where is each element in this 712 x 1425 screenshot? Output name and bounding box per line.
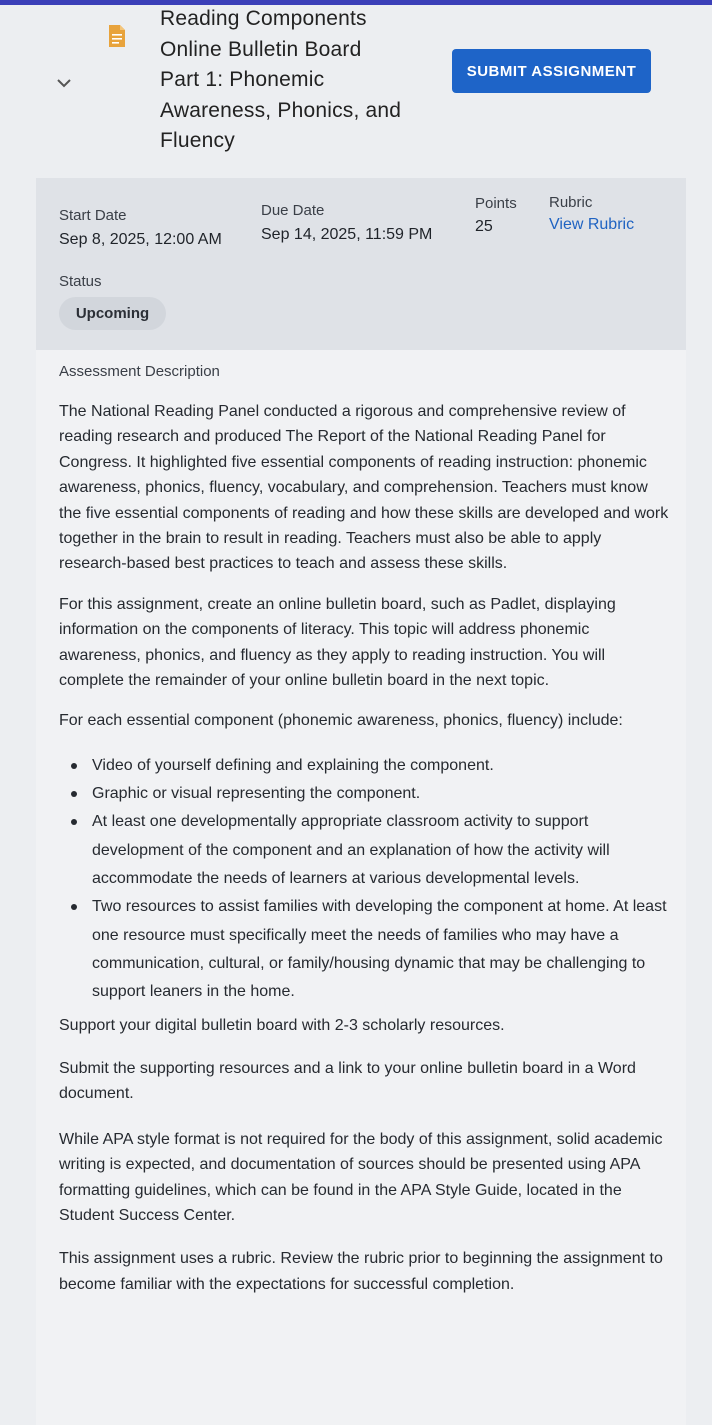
assessment-description <box>59 362 669 1297</box>
title-line: Online Bulletin Board <box>160 37 362 61</box>
submit-assignment-button[interactable]: SUBMIT ASSIGNMENT <box>452 49 651 93</box>
list-item-text: Graphic or visual representing the component. <box>92 785 421 803</box>
assignment-title <box>160 4 440 157</box>
rubric-label: Rubric <box>549 194 593 211</box>
status-badge: Upcoming <box>59 297 166 330</box>
bullet-dot <box>71 791 77 797</box>
list-item-text: At least one developmentally appropriate classroom activity to support development of the component and an explanation of how the activity will accommodate the needs of learners at various developmental levels. <box>92 813 610 888</box>
chevron-down-icon[interactable] <box>55 76 73 90</box>
title-line: Awareness, Phonics, and <box>160 98 402 122</box>
title-line: Fluency <box>160 129 235 152</box>
due-date-label: Due Date <box>261 202 325 219</box>
list-item <box>59 780 669 808</box>
points-label: Points <box>475 195 517 212</box>
bullet-dot <box>71 819 77 825</box>
document-icon <box>107 24 127 48</box>
points-value: 25 <box>475 218 493 235</box>
list-item-text: Video of yourself defining and explaining the component. <box>92 756 494 774</box>
description-label: Assessment Description <box>59 363 220 380</box>
due-date-value: Sep 14, 2025, 11:59 PM <box>261 226 433 243</box>
title-line: Reading Components <box>160 7 367 30</box>
title-line: Part 1: Phonemic <box>160 68 325 91</box>
status-label: Status <box>59 273 102 290</box>
list-item-text: Two resources to assist families with developing the component at home. At least one resource must specifically meet the needs of families who may have a communication, cultural, or family/housing dynamic that may be challenging to support leaners in the home. <box>92 898 667 1001</box>
start-date-value: Sep 8, 2025, 12:00 AM <box>59 231 222 248</box>
requirements-list <box>59 752 669 1007</box>
description-paragraph: This assignment uses a rubric. Review the rubric prior to beginning the assignment to become familiar with the expectations for successful completion. <box>59 1250 663 1293</box>
start-date-label: Start Date <box>59 207 127 224</box>
description-paragraph: For each essential component (phonemic awareness, phonics, fluency) include: <box>59 712 623 730</box>
view-rubric-link[interactable]: View Rubric <box>549 216 635 233</box>
description-paragraph: Submit the supporting resources and a link to your online bulletin board in a Word document. <box>59 1059 636 1103</box>
list-item <box>59 893 669 1006</box>
bullet-dot <box>71 904 77 910</box>
description-paragraph: While APA style format is not required for the body of this assignment, solid academic writing is expected, and documentation of sources should be presented using APA formatting guidelines, which can be found in the APA Style Guide, located in the Student Success Center. <box>59 1130 663 1224</box>
bullet-dot <box>71 763 77 769</box>
description-paragraph: For this assignment, create an online bulletin board, such as Padlet, displaying information on the components of literacy. This topic will address phonemic awareness, phonics, and fluency as they apply to reading instruction. You will complete the remainder of your online bulletin board in the next topic. <box>59 595 616 690</box>
list-item <box>59 752 669 780</box>
description-paragraph: Support your digital bulletin board with 2-3 scholarly resources. <box>59 1016 505 1034</box>
description-paragraph: The National Reading Panel conducted a rigorous and comprehensive review of reading research and produced The Report of the National Reading Panel for Congress. It highlighted five essential components of reading instruction: phonemic awareness, phonics, fluency, vocabulary, and comprehension. Teachers must know the five essential components of reading and how these skills are developed and work together in the brain to result in reading. Teachers must also be able to apply research-based best practices to teach and assess these skills. <box>59 403 669 573</box>
list-item <box>59 808 669 893</box>
